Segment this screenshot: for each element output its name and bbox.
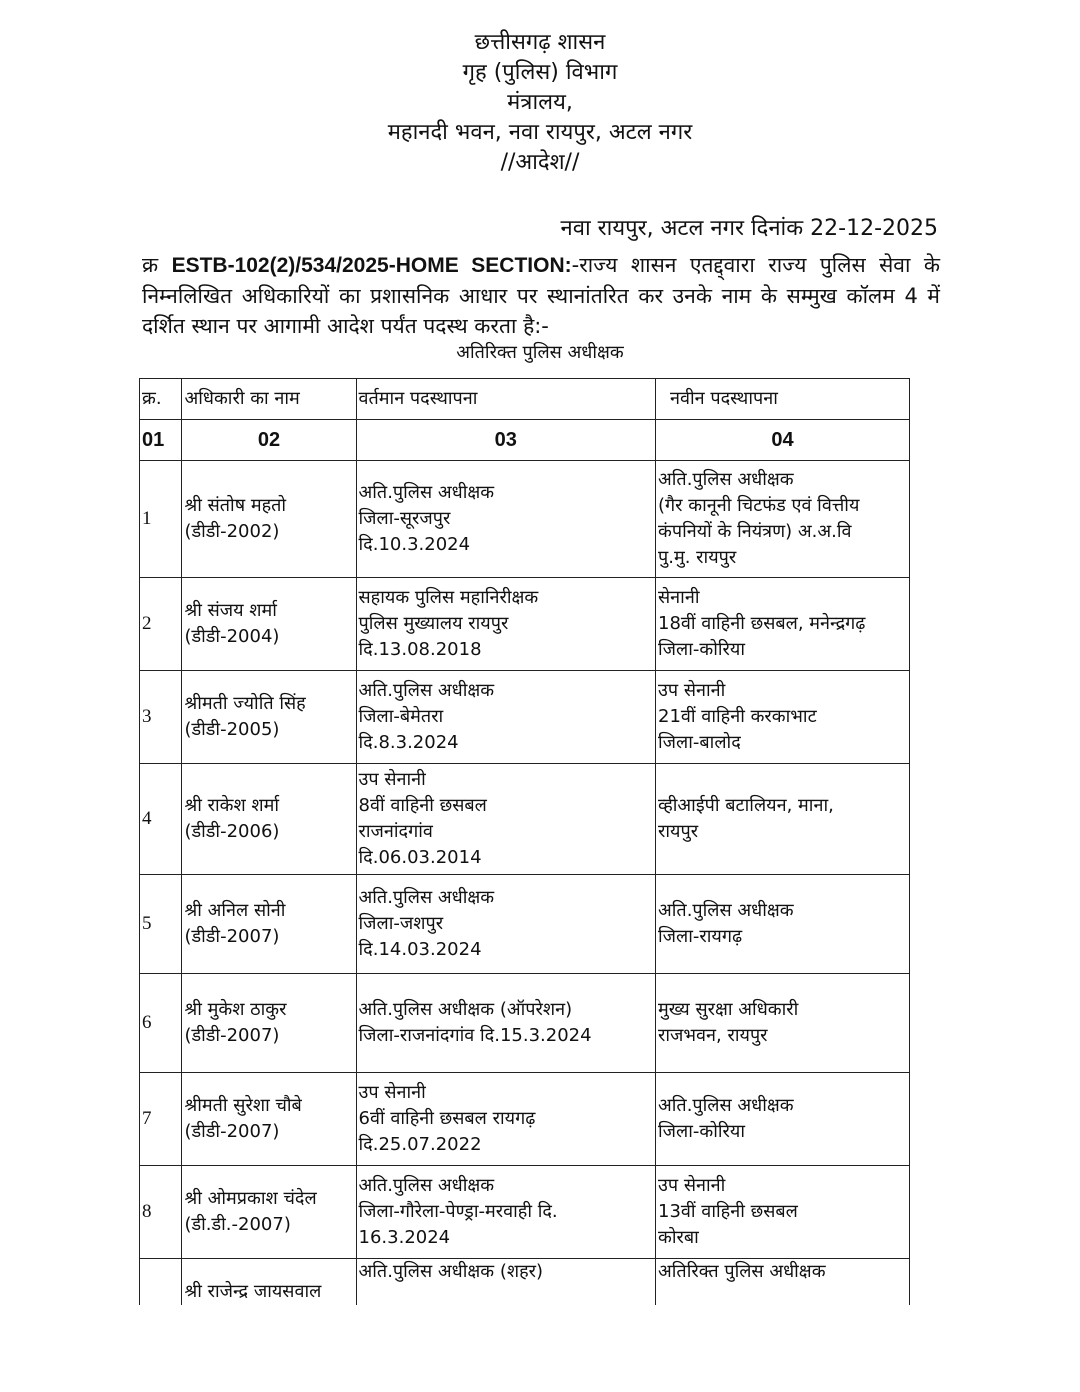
current-posting-line: दि.10.3.2024 <box>358 534 471 555</box>
officer-name-line: (डी.डी.-2007) <box>184 1214 291 1235</box>
column-number: 03 <box>356 420 656 461</box>
new-posting-cell <box>656 461 910 578</box>
serial-number-cell: 5 <box>140 875 182 974</box>
officer-name-line: (डीडी-2005) <box>184 719 280 740</box>
new-posting-line: कोरबा <box>658 1227 699 1248</box>
table-header-row <box>140 379 910 420</box>
current-posting-cell <box>356 974 656 1073</box>
officer-name-cell <box>182 578 356 671</box>
serial-number-cell: 3 <box>140 671 182 764</box>
serial-number-cell: 8 <box>140 1166 182 1259</box>
order-date: नवा रायपुर, अटल नगर दिनांक 22-12-2025 <box>560 216 938 241</box>
current-posting-cell <box>356 1166 656 1259</box>
officer-name-line: (डीडी-2007) <box>184 926 280 947</box>
current-posting-cell <box>356 671 656 764</box>
officer-name-line: (डीडी-2007) <box>184 1121 280 1142</box>
officer-name-line: श्रीमती ज्योति सिंह <box>184 693 306 714</box>
current-posting-cell <box>356 875 656 974</box>
current-posting-cell <box>356 578 656 671</box>
header-current-posting: वर्तमान पदस्थापना <box>356 379 656 420</box>
new-posting-line: कंपनियों के नियंत्रण) अ.अ.वि <box>658 521 852 542</box>
column-number: 02 <box>182 420 356 461</box>
table-row <box>140 461 910 578</box>
table-row <box>140 1166 910 1259</box>
current-posting-line: दि.14.03.2024 <box>358 939 482 960</box>
current-posting-line: उप सेनानी <box>358 1082 426 1103</box>
officer-name-line: श्री संतोष महतो <box>184 495 287 516</box>
table-row <box>140 974 910 1073</box>
new-posting-line: (गैर कानूनी चिटफंड एवं वित्तीय <box>658 495 860 516</box>
new-posting-line: व्हीआईपी बटालियन, माना, <box>658 795 834 816</box>
serial-number-cell: 1 <box>140 461 182 578</box>
officer-name-cell <box>182 1259 356 1306</box>
officer-name-cell <box>182 875 356 974</box>
current-posting-line: जिला-सूरजपुर <box>358 508 451 529</box>
table-row <box>140 671 910 764</box>
officer-name-cell <box>182 1166 356 1259</box>
current-posting-line: 8वीं वाहिनी छसबल <box>358 795 487 816</box>
header-new-posting: नवीन पदस्थापना <box>656 379 910 420</box>
header-department: गृह (पुलिस) विभाग <box>462 60 618 85</box>
section-title: अतिरिक्त पुलिस अधीक्षक <box>456 342 624 363</box>
new-posting-cell <box>656 578 910 671</box>
officer-name-line: श्री राजेन्द्र जायसवाल <box>184 1281 322 1302</box>
order-body: -राज्य शासन एतद्द्वारा राज्य पुलिस सेवा के निम्नलिखित अधिकारियों का प्रशासनिक आधार पर स्थानांतरित कर उनके नाम के सम्मुख कॉलम 4 में दर्शित स्थान पर आगामी आदेश पर्यंत पदस्थ करता है:- <box>142 253 940 338</box>
current-posting-line: अति.पुलिस अधीक्षक <box>358 1175 495 1196</box>
table-row <box>140 1259 910 1306</box>
current-posting-line: अति.पुलिस अधीक्षक <box>358 887 495 908</box>
officer-name-line: (डीडी-2007) <box>184 1025 280 1046</box>
new-posting-line: जिला-कोरिया <box>658 639 746 660</box>
new-posting-line: पु.मु. रायपुर <box>658 547 737 568</box>
current-posting-cell <box>356 1259 656 1306</box>
column-number: 04 <box>656 420 910 461</box>
column-number: 01 <box>140 420 182 461</box>
header-ministry: मंत्रालय, <box>507 90 573 115</box>
current-posting-line: अति.पुलिस अधीक्षक (शहर) <box>358 1261 544 1282</box>
current-posting-line: अति.पुलिस अधीक्षक <box>358 482 495 503</box>
new-posting-line: उप सेनानी <box>658 1175 726 1196</box>
table-row <box>140 875 910 974</box>
new-posting-line: 21वीं वाहिनी करकाभाट <box>658 706 817 727</box>
current-posting-line: 6वीं वाहिनी छसबल रायगढ़ <box>358 1108 536 1129</box>
serial-number-cell: 4 <box>140 764 182 875</box>
current-posting-cell <box>356 461 656 578</box>
new-posting-cell <box>656 764 910 875</box>
new-posting-cell <box>656 1259 910 1306</box>
current-posting-line: जिला-राजनांदगांव दि.15.3.2024 <box>358 1025 592 1046</box>
header-serial: क्र. <box>140 379 182 420</box>
new-posting-line: अति.पुलिस अधीक्षक <box>658 1095 794 1116</box>
new-posting-line: जिला-रायगढ़ <box>658 926 743 947</box>
new-posting-line: सेनानी <box>658 587 700 608</box>
current-posting-line: दि.25.07.2022 <box>358 1134 482 1155</box>
header-officer-name: अधिकारी का नाम <box>182 379 356 420</box>
officer-name-line: श्री संजय शर्मा <box>184 600 277 621</box>
officer-name-line: श्री ओमप्रकाश चंदेल <box>184 1188 317 1209</box>
officer-name-cell <box>182 671 356 764</box>
new-posting-cell <box>656 974 910 1073</box>
current-posting-line: अति.पुलिस अधीक्षक <box>358 680 495 701</box>
current-posting-line: पुलिस मुख्यालय रायपुर <box>358 613 509 634</box>
new-posting-line: 18वीं वाहिनी छसबल, मनेन्द्रगढ़ <box>658 613 866 634</box>
current-posting-line: दि.06.03.2014 <box>358 847 482 868</box>
new-posting-line: मुख्य सुरक्षा अधिकारी <box>658 999 799 1020</box>
current-posting-line: राजनांदगांव <box>358 821 433 842</box>
new-posting-cell <box>656 1166 910 1259</box>
document-header <box>0 28 1080 178</box>
current-posting-line: जिला-जशपुर <box>358 913 444 934</box>
current-posting-line: दि.8.3.2024 <box>358 732 459 753</box>
table-row <box>140 578 910 671</box>
current-posting-line: दि.13.08.2018 <box>358 639 482 660</box>
officer-name-line: (डीडी-2006) <box>184 821 280 842</box>
officer-name-cell <box>182 461 356 578</box>
serial-number-cell: 6 <box>140 974 182 1073</box>
new-posting-line: राजभवन, रायपुर <box>658 1025 768 1046</box>
officer-name-line: श्री राकेश शर्मा <box>184 795 280 816</box>
serial-number-cell: 7 <box>140 1073 182 1166</box>
new-posting-line: अति.पुलिस अधीक्षक <box>658 900 794 921</box>
new-posting-line: जिला-बालोद <box>658 732 741 753</box>
table-row <box>140 764 910 875</box>
header-government: छत्तीसगढ़ शासन <box>474 30 606 55</box>
officer-name-cell <box>182 1073 356 1166</box>
new-posting-cell <box>656 875 910 974</box>
order-prefix: क्र <box>142 253 159 277</box>
current-posting-line: जिला-बेमेतरा <box>358 706 444 727</box>
header-address: महानदी भवन, नवा रायपुर, अटल नगर <box>387 120 693 145</box>
officer-name-line: (डीडी-2002) <box>184 521 280 542</box>
new-posting-cell <box>656 671 910 764</box>
new-posting-line: अति.पुलिस अधीक्षक <box>658 469 794 490</box>
current-posting-line: अति.पुलिस अधीक्षक (ऑपरेशन) <box>358 999 573 1020</box>
new-posting-line: 13वीं वाहिनी छसबल <box>658 1201 798 1222</box>
table-column-number-row <box>140 420 910 461</box>
new-posting-cell <box>656 1073 910 1166</box>
officer-name-line: (डीडी-2004) <box>184 626 280 647</box>
order-reference: ESTB-102(2)/534/2025-HOME SECTION: <box>171 254 572 277</box>
current-posting-line: उप सेनानी <box>358 769 426 790</box>
new-posting-line: उप सेनानी <box>658 680 726 701</box>
officer-name-cell <box>182 764 356 875</box>
current-posting-line: 16.3.2024 <box>358 1227 451 1248</box>
serial-number-cell: 2 <box>140 578 182 671</box>
order-paragraph <box>142 250 940 341</box>
current-posting-line: सहायक पुलिस महानिरीक्षक <box>358 587 539 608</box>
officer-name-line: श्री मुकेश ठाकुर <box>184 999 287 1020</box>
serial-number-cell <box>140 1259 182 1306</box>
new-posting-line: रायपुर <box>658 821 699 842</box>
new-posting-line: अतिरिक्त पुलिस अधीक्षक <box>658 1261 826 1282</box>
current-posting-line: जिला-गौरेला-पेण्ड्रा-मरवाही दि. <box>358 1201 558 1222</box>
new-posting-line: जिला-कोरिया <box>658 1121 746 1142</box>
officer-name-line: श्रीमती सुरेशा चौबे <box>184 1095 302 1116</box>
current-posting-cell <box>356 1073 656 1166</box>
officer-name-line: श्री अनिल सोनी <box>184 900 286 921</box>
current-posting-cell <box>356 764 656 875</box>
table-row <box>140 1073 910 1166</box>
transfer-table <box>139 378 910 1305</box>
officer-name-cell <box>182 974 356 1073</box>
header-order-label: //आदेश// <box>500 150 580 175</box>
